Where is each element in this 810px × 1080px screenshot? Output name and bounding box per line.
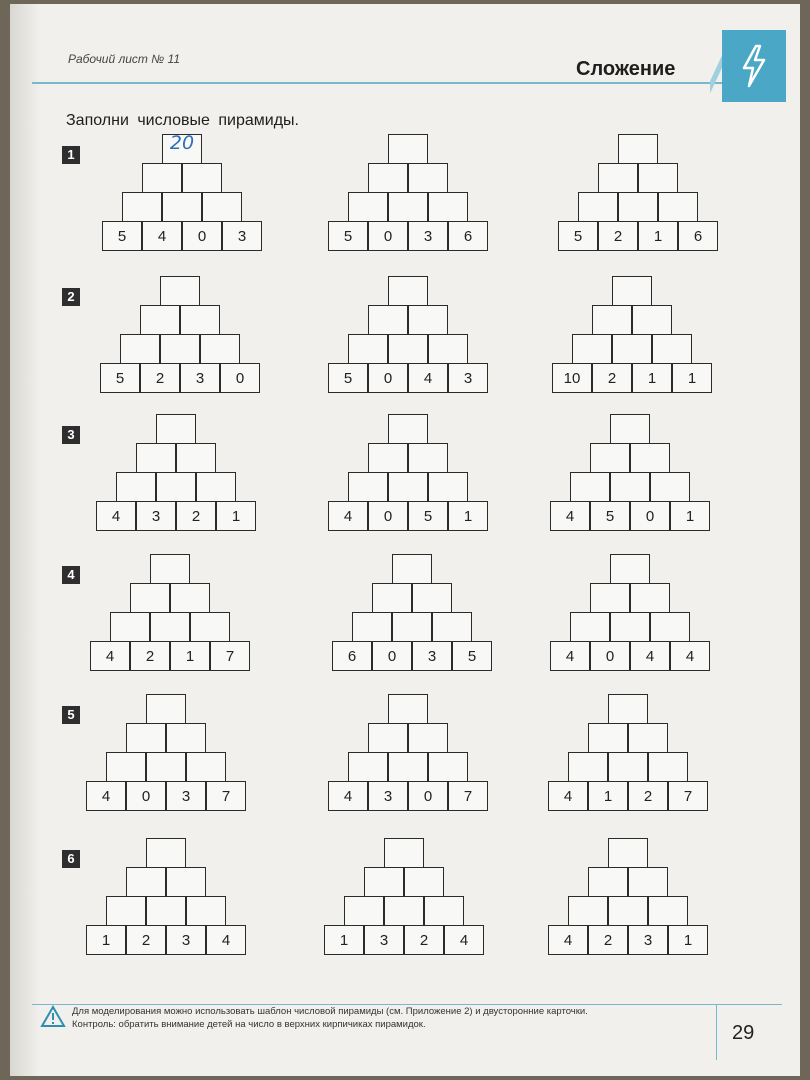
empty-brick[interactable] (146, 896, 186, 926)
base-brick: 3 (408, 221, 448, 251)
empty-brick[interactable] (570, 612, 610, 642)
base-brick: 1 (672, 363, 712, 393)
empty-brick[interactable] (628, 723, 668, 753)
base-brick: 1 (216, 501, 256, 531)
base-brick: 4 (548, 925, 588, 955)
empty-brick[interactable] (150, 612, 190, 642)
top-brick[interactable] (608, 694, 648, 724)
base-brick: 1 (448, 501, 488, 531)
empty-brick[interactable] (348, 752, 388, 782)
empty-brick[interactable] (166, 867, 206, 897)
empty-brick[interactable] (116, 472, 156, 502)
task-number-badge: 3 (62, 426, 80, 444)
empty-brick[interactable] (638, 163, 678, 193)
top-brick[interactable] (146, 838, 186, 868)
empty-brick[interactable] (176, 443, 216, 473)
empty-brick[interactable] (110, 612, 150, 642)
base-brick: 0 (590, 641, 630, 671)
base-brick: 7 (668, 781, 708, 811)
base-brick: 5 (590, 501, 630, 531)
empty-brick[interactable] (190, 612, 230, 642)
empty-brick[interactable] (598, 163, 638, 193)
number-pyramid (86, 694, 246, 814)
base-brick: 1 (324, 925, 364, 955)
empty-brick[interactable] (568, 752, 608, 782)
empty-brick[interactable] (126, 867, 166, 897)
empty-brick[interactable] (590, 443, 630, 473)
base-brick: 4 (328, 501, 368, 531)
empty-brick[interactable] (166, 723, 206, 753)
empty-brick[interactable] (352, 612, 392, 642)
empty-brick[interactable] (196, 472, 236, 502)
base-brick: 1 (638, 221, 678, 251)
empty-brick[interactable] (146, 752, 186, 782)
teacher-note (72, 1005, 712, 1031)
handwritten-answer: 20 (169, 132, 195, 154)
empty-brick[interactable] (348, 334, 388, 364)
empty-brick[interactable] (588, 867, 628, 897)
empty-brick[interactable] (162, 192, 202, 222)
section-tab (722, 30, 786, 102)
empty-brick[interactable] (202, 192, 242, 222)
empty-brick[interactable] (136, 443, 176, 473)
base-brick: 0 (372, 641, 412, 671)
empty-brick[interactable] (424, 896, 464, 926)
number-pyramid (328, 276, 488, 396)
empty-brick[interactable] (388, 334, 428, 364)
empty-brick[interactable] (610, 612, 650, 642)
base-brick: 4 (86, 781, 126, 811)
empty-brick[interactable] (408, 443, 448, 473)
empty-brick[interactable] (160, 334, 200, 364)
empty-brick[interactable] (572, 334, 612, 364)
empty-brick[interactable] (388, 472, 428, 502)
number-pyramid (332, 554, 492, 674)
empty-brick[interactable] (142, 163, 182, 193)
base-brick: 0 (182, 221, 222, 251)
base-brick: 7 (448, 781, 488, 811)
empty-brick[interactable] (180, 305, 220, 335)
base-brick: 6 (448, 221, 488, 251)
empty-brick[interactable] (412, 583, 452, 613)
task-number-badge: 6 (62, 850, 80, 868)
base-brick: 5 (100, 363, 140, 393)
empty-brick[interactable] (130, 583, 170, 613)
base-brick: 0 (408, 781, 448, 811)
base-brick: 7 (206, 781, 246, 811)
base-brick: 5 (328, 363, 368, 393)
empty-brick[interactable] (648, 896, 688, 926)
empty-brick[interactable] (428, 752, 468, 782)
base-brick: 10 (552, 363, 592, 393)
base-brick: 3 (166, 925, 206, 955)
top-brick[interactable] (156, 414, 196, 444)
empty-brick[interactable] (348, 192, 388, 222)
empty-brick[interactable] (648, 752, 688, 782)
empty-brick[interactable] (120, 334, 160, 364)
base-brick: 1 (86, 925, 126, 955)
top-brick[interactable] (608, 838, 648, 868)
base-brick: 5 (408, 501, 448, 531)
base-brick: 4 (206, 925, 246, 955)
base-brick: 1 (668, 925, 708, 955)
empty-brick[interactable] (408, 163, 448, 193)
empty-brick[interactable] (348, 472, 388, 502)
base-brick: 3 (222, 221, 262, 251)
empty-brick[interactable] (372, 583, 412, 613)
base-brick: 4 (550, 641, 590, 671)
base-brick: 3 (136, 501, 176, 531)
empty-brick[interactable] (388, 752, 428, 782)
empty-brick[interactable] (388, 192, 428, 222)
number-pyramid (548, 694, 708, 814)
number-pyramid (90, 554, 250, 674)
worksheet-label: Рабочий лист № 11 (68, 52, 181, 66)
empty-brick[interactable] (432, 612, 472, 642)
empty-brick[interactable] (408, 305, 448, 335)
empty-brick[interactable] (658, 192, 698, 222)
number-pyramid (100, 276, 260, 396)
empty-brick[interactable] (404, 867, 444, 897)
empty-brick[interactable] (428, 472, 468, 502)
base-brick: 0 (630, 501, 670, 531)
base-brick: 2 (404, 925, 444, 955)
number-pyramid (548, 838, 708, 958)
empty-brick[interactable] (578, 192, 618, 222)
task-number-badge: 1 (62, 146, 80, 164)
base-brick: 3 (166, 781, 206, 811)
instruction-text: Заполни числовые пирамиды. (66, 112, 299, 129)
teacher-note-line-1: Для моделирования можно использовать шаблон числовой пирамиды (см. Приложение 2) и двусторонние карточки. (72, 1006, 588, 1017)
empty-brick[interactable] (368, 443, 408, 473)
top-brick[interactable] (388, 134, 428, 164)
empty-brick[interactable] (106, 896, 146, 926)
empty-brick[interactable] (384, 896, 424, 926)
empty-brick[interactable] (186, 752, 226, 782)
number-pyramid (86, 838, 246, 958)
base-brick: 4 (328, 781, 368, 811)
task-number-badge: 2 (62, 288, 80, 306)
base-brick: 1 (170, 641, 210, 671)
number-pyramid (324, 838, 484, 958)
number-pyramid (550, 414, 710, 534)
empty-brick[interactable] (122, 192, 162, 222)
empty-brick[interactable] (368, 723, 408, 753)
base-brick: 3 (412, 641, 452, 671)
number-pyramid (328, 134, 488, 254)
empty-brick[interactable] (344, 896, 384, 926)
empty-brick[interactable] (612, 334, 652, 364)
number-pyramid (328, 694, 488, 814)
empty-brick[interactable] (652, 334, 692, 364)
task-number-badge: 5 (62, 706, 80, 724)
base-brick: 1 (588, 781, 628, 811)
empty-brick[interactable] (632, 305, 672, 335)
empty-brick[interactable] (608, 752, 648, 782)
empty-brick[interactable] (368, 305, 408, 335)
base-brick: 6 (678, 221, 718, 251)
base-brick: 2 (140, 363, 180, 393)
base-brick: 3 (368, 781, 408, 811)
empty-brick[interactable] (156, 472, 196, 502)
lightning-icon (740, 44, 768, 88)
base-brick: 5 (328, 221, 368, 251)
base-brick: 0 (368, 221, 408, 251)
empty-brick[interactable] (186, 896, 226, 926)
empty-brick[interactable] (608, 896, 648, 926)
header-divider (32, 82, 722, 84)
base-brick: 3 (180, 363, 220, 393)
base-brick: 5 (102, 221, 142, 251)
base-brick: 2 (588, 925, 628, 955)
base-brick: 2 (176, 501, 216, 531)
base-brick: 4 (630, 641, 670, 671)
base-brick: 4 (408, 363, 448, 393)
empty-brick[interactable] (428, 192, 468, 222)
empty-brick[interactable] (126, 723, 166, 753)
empty-brick[interactable] (568, 896, 608, 926)
empty-brick[interactable] (628, 867, 668, 897)
base-brick: 5 (452, 641, 492, 671)
warning-icon (40, 1004, 66, 1028)
base-brick: 2 (628, 781, 668, 811)
top-brick[interactable] (388, 414, 428, 444)
empty-brick[interactable] (106, 752, 146, 782)
base-brick: 0 (368, 363, 408, 393)
empty-brick[interactable] (368, 163, 408, 193)
base-brick: 4 (548, 781, 588, 811)
base-brick: 3 (364, 925, 404, 955)
task-number-badge: 4 (62, 566, 80, 584)
empty-brick[interactable] (200, 334, 240, 364)
base-brick: 2 (598, 221, 638, 251)
number-pyramid (558, 134, 718, 254)
top-brick[interactable] (610, 554, 650, 584)
top-brick[interactable] (610, 414, 650, 444)
number-pyramid (550, 554, 710, 674)
base-brick: 5 (558, 221, 598, 251)
base-brick: 4 (142, 221, 182, 251)
top-brick[interactable] (388, 276, 428, 306)
top-brick[interactable] (384, 838, 424, 868)
base-brick: 1 (670, 501, 710, 531)
base-brick: 3 (628, 925, 668, 955)
empty-brick[interactable] (182, 163, 222, 193)
empty-brick[interactable] (428, 334, 468, 364)
top-brick[interactable] (618, 134, 658, 164)
empty-brick[interactable] (650, 612, 690, 642)
top-brick[interactable] (160, 276, 200, 306)
number-pyramid (102, 134, 262, 254)
empty-brick[interactable] (590, 583, 630, 613)
empty-brick[interactable] (618, 192, 658, 222)
base-brick: 2 (592, 363, 632, 393)
empty-brick[interactable] (392, 612, 432, 642)
number-pyramid (328, 414, 488, 534)
empty-brick[interactable] (592, 305, 632, 335)
workbook-page (10, 4, 800, 1076)
base-brick: 7 (210, 641, 250, 671)
base-brick: 2 (130, 641, 170, 671)
number-pyramid (96, 414, 256, 534)
top-brick[interactable] (146, 694, 186, 724)
base-brick: 3 (448, 363, 488, 393)
base-brick: 6 (332, 641, 372, 671)
number-pyramid (552, 276, 712, 396)
top-brick[interactable] (392, 554, 432, 584)
base-brick: 1 (632, 363, 672, 393)
empty-brick[interactable] (570, 472, 610, 502)
base-brick: 0 (368, 501, 408, 531)
page-title: Сложение (576, 58, 676, 80)
empty-brick[interactable] (650, 472, 690, 502)
top-brick[interactable] (150, 554, 190, 584)
base-brick: 4 (444, 925, 484, 955)
top-brick[interactable] (612, 276, 652, 306)
empty-brick[interactable] (364, 867, 404, 897)
empty-brick[interactable] (408, 723, 448, 753)
empty-brick[interactable] (140, 305, 180, 335)
base-brick: 4 (90, 641, 130, 671)
base-brick: 4 (550, 501, 590, 531)
base-brick: 2 (126, 925, 166, 955)
empty-brick[interactable] (588, 723, 628, 753)
base-brick: 0 (126, 781, 166, 811)
teacher-note-line-2: Контроль: обратить внимание детей на число в верхних кирпичиках пирамидок. (72, 1019, 426, 1030)
empty-brick[interactable] (630, 583, 670, 613)
top-brick[interactable] (388, 694, 428, 724)
empty-brick[interactable] (170, 583, 210, 613)
page-fold-shadow (10, 4, 40, 1076)
empty-brick[interactable] (610, 472, 650, 502)
page-number: 29 (732, 1022, 755, 1044)
base-brick: 0 (220, 363, 260, 393)
base-brick: 4 (96, 501, 136, 531)
empty-brick[interactable] (630, 443, 670, 473)
header-stripe (710, 44, 722, 100)
base-brick: 4 (670, 641, 710, 671)
